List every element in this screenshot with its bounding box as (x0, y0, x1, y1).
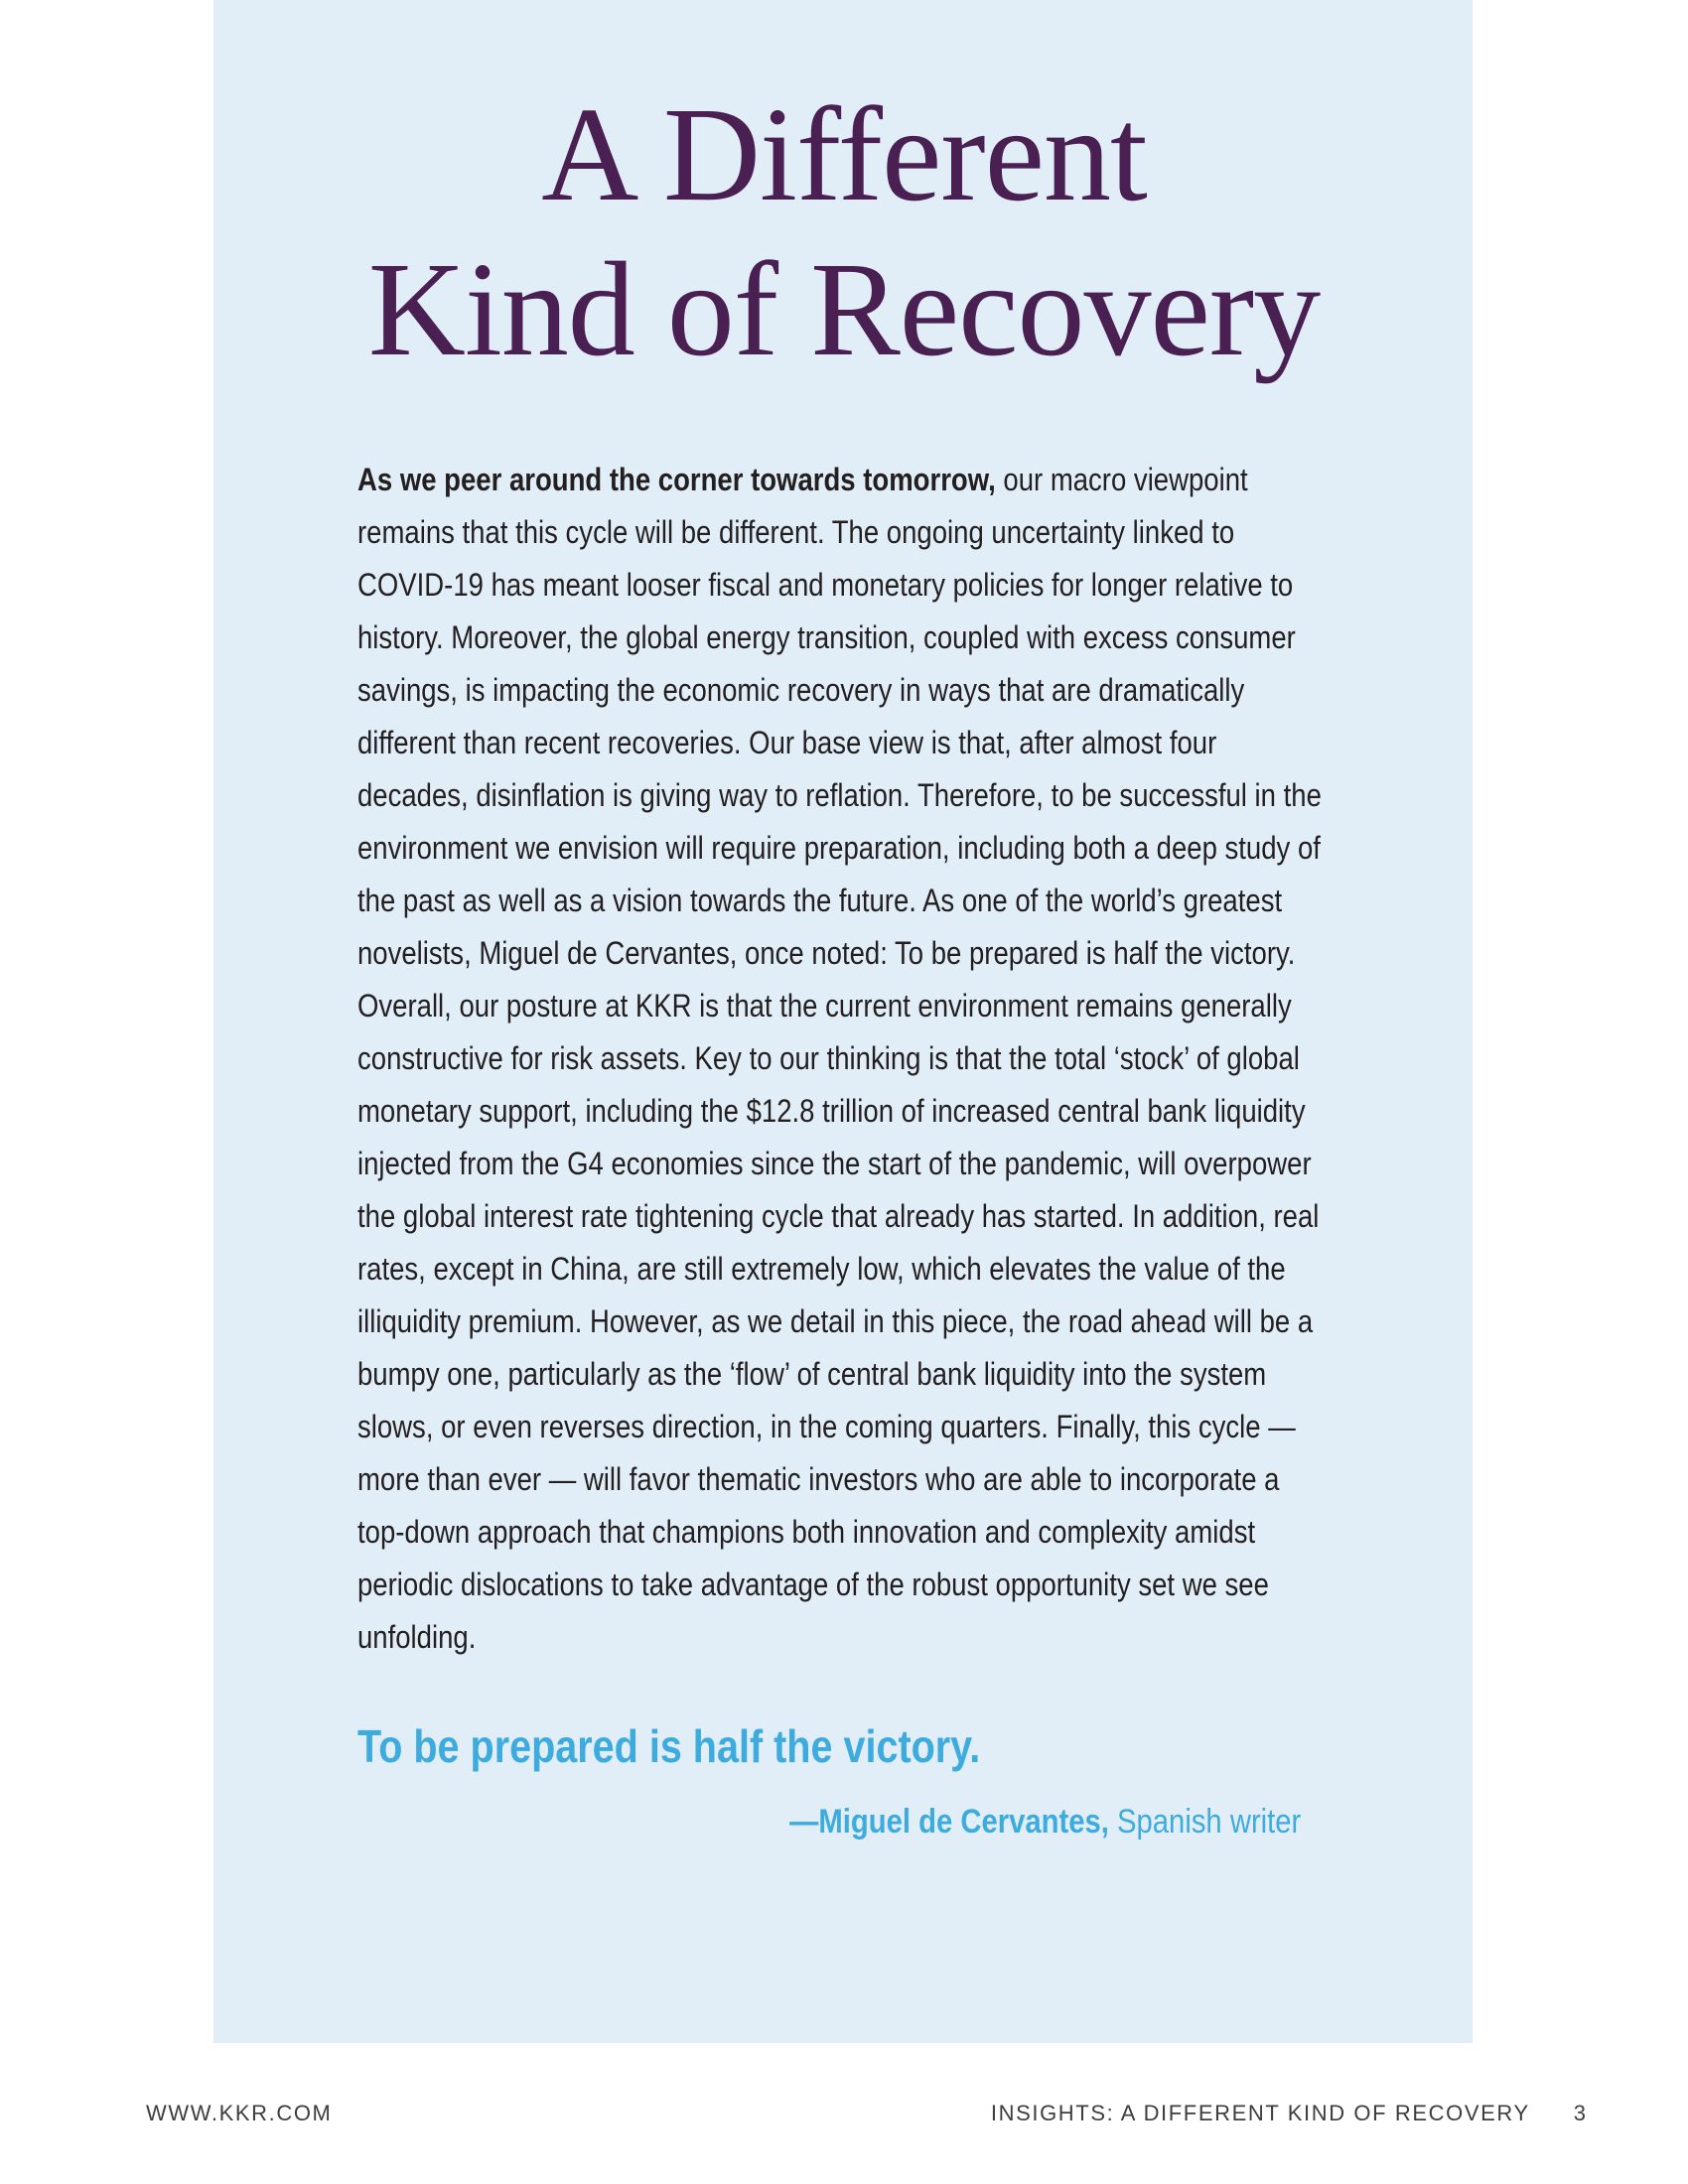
body-text: our macro viewpoint remains that this cycle will be different. The ongoing uncertainty linked to COVID-19 has meant looser fiscal and monetary policies for longer relative to history. Moreover, the global energy transition, coupled with excess consumer savings, is impacting the economic recovery in ways that are dramatically different than recent recoveries. Our base view is that, after almost four decades, disinflation is giving way to reflation. Therefore, to be successful in the environment we envision will require preparation, including both a deep study of the past as well as a vision towards the future. As one of the world’s greatest novelists, Miguel de Cervantes, once noted: To be prepared is half the victory. Overall, our posture at KKR is that the current environment remains generally constructive for risk assets. Key to our thinking is that the total ‘stock’ of global monetary support, including the $12.8 trillion of increased central bank liquidity injected from the G4 economies since the start of the pandemic, will overpower the global interest rate tightening cycle that already has started. In addition, real rates, except in China, are still extremely low, which elevates the value of the illiquidity premium. However, as we detail in this piece, the road ahead will be a bumpy one, particularly as the ‘flow’ of central bank liquidity into the system slows, or even reverses direction, in the coming quarters. Finally, this cycle — more than ever — will favor thematic investors who are able to incorporate a top-down approach that champions both innovation and complexity amidst periodic dislocations to take advantage of the robust opportunity set we see unfolding. (357, 462, 1322, 1655)
page-title (357, 77, 1331, 387)
footer-document-reference (991, 2101, 1586, 2126)
pull-quote: To be prepared is half the victory. (357, 1720, 981, 1772)
content-panel (213, 0, 1473, 2043)
page-title-line-1: A Different (541, 80, 1147, 229)
quote-attribution-role: Spanish writer (1108, 1803, 1302, 1841)
footer-document-title: INSIGHTS: A DIFFERENT KIND OF RECOVERY (990, 2101, 1530, 2125)
quote-attribution-name: —Miguel de Cervantes, (789, 1803, 1109, 1841)
footer-website-url: WWW.KKR.COM (146, 2101, 333, 2125)
quote-attribution (357, 1800, 1331, 1843)
footer-page-number: 3 (1573, 2101, 1586, 2125)
body-paragraph (357, 454, 1331, 1664)
content-column (357, 77, 1331, 1843)
body-lead-in: As we peer around the corner towards tomorrow, (357, 462, 996, 497)
page-title-line-2: Kind of Recovery (367, 235, 1321, 384)
page-footer (146, 2101, 1586, 2126)
